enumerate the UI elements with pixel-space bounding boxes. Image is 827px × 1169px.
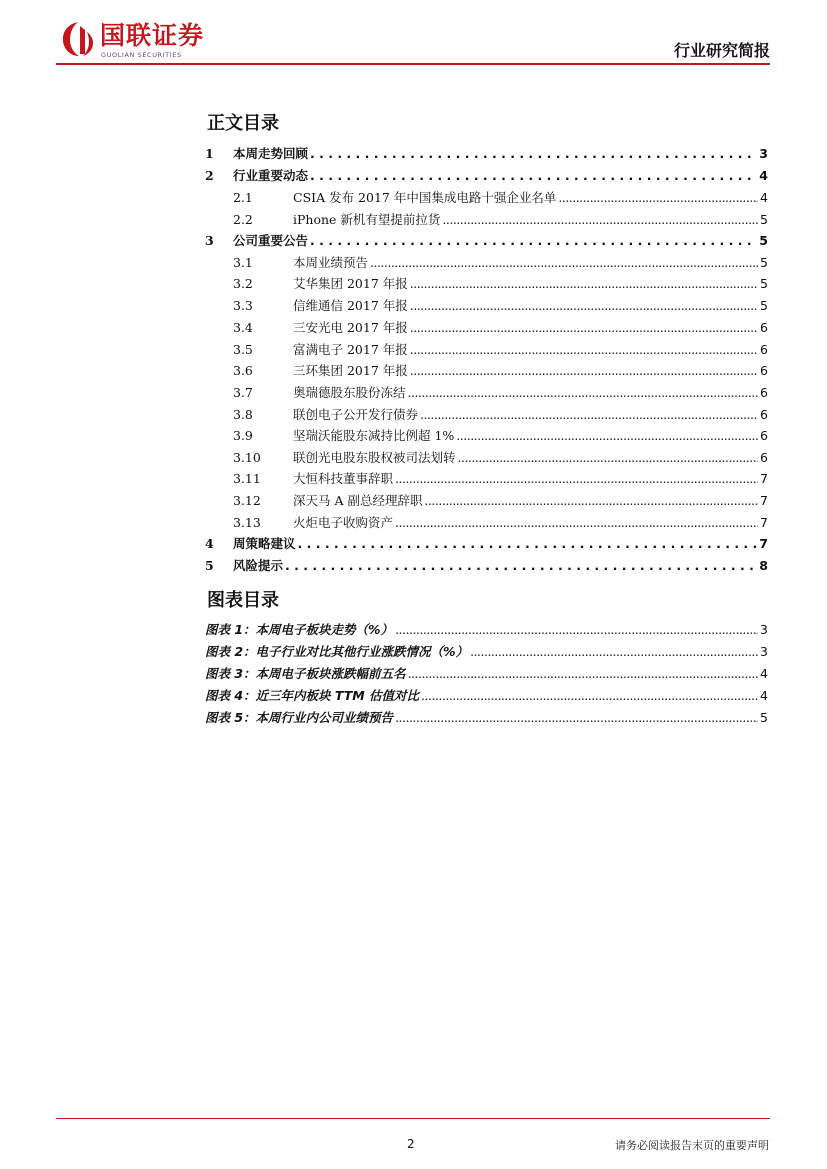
- toc-entry[interactable]: 3 公司重要公告 . . . 5: [205, 229, 768, 249]
- toc-entry[interactable]: 3.6 三环集团 2017 年报 ..... 6: [205, 359, 768, 379]
- toc-entry[interactable]: 3.7 奥瑞德股东股份冻结 ..... 6: [205, 381, 768, 401]
- toc-leader: [470, 644, 758, 660]
- toc-leader: [395, 471, 758, 487]
- toc-title: 正文目录: [207, 113, 279, 134]
- toc-leader: [285, 558, 757, 574]
- toc-leader: [410, 363, 758, 379]
- figure-entry[interactable]: 图表 2：电子行业对比其他行业涨跌情况（%） ..... 3: [205, 640, 768, 660]
- toc-leader: [410, 276, 758, 292]
- toc-entry[interactable]: 3.5 富满电子 2017 年报 ..... 6: [205, 338, 768, 358]
- figure-entry[interactable]: 图表 3：本周电子板块涨跌幅前五名 ..... 4: [205, 662, 768, 682]
- report-type-title: 行业研究简报: [673, 41, 770, 60]
- toc-leader: [395, 515, 758, 531]
- figure-list-title: 图表目录: [207, 590, 279, 611]
- toc-leader: [410, 320, 758, 336]
- header-divider: [56, 63, 770, 65]
- toc-entry[interactable]: 3.13 火炬电子收购资产 ..... 7: [205, 511, 768, 531]
- company-logo: [58, 16, 218, 62]
- toc-entry[interactable]: 2 行业重要动态 . . . 4: [205, 164, 768, 184]
- toc-entry[interactable]: 3.4 三安光电 2017 年报 ..... 6: [205, 316, 768, 336]
- toc-leader: [458, 450, 759, 466]
- toc-entry[interactable]: 3.3 信维通信 2017 年报 ..... 5: [205, 294, 768, 314]
- toc-entry[interactable]: 3.2 艾华集团 2017 年报 ..... 5: [205, 272, 768, 292]
- toc-entry[interactable]: 2.1 CSIA 发布 2017 年中国集成电路十强企业名单 ..... 4: [205, 186, 768, 206]
- toc-entry[interactable]: 3.1 本周业绩预告 ..... 5: [205, 251, 768, 271]
- toc-leader: [410, 298, 758, 314]
- figure-entry[interactable]: 图表 5：本周行业内公司业绩预告 ..... 5: [205, 706, 768, 726]
- footer-divider: [56, 1118, 770, 1119]
- toc-leader: [408, 666, 758, 682]
- toc-entry[interactable]: 3.10 联创光电股东股权被司法划转 ..... 6: [205, 446, 768, 466]
- toc-leader: [408, 385, 759, 401]
- toc-leader: [298, 536, 758, 552]
- toc-entry[interactable]: 3.8 联创电子公开发行债券 ..... 6: [205, 403, 768, 423]
- toc-leader: [395, 622, 758, 638]
- toc-entry[interactable]: 1 本周走势回顾 . . . 3: [205, 142, 768, 162]
- toc-entry[interactable]: 2.2 iPhone 新机有望提前拉货 ..... 5: [205, 208, 768, 228]
- toc-entry[interactable]: 4 周策略建议 . . . 7: [205, 532, 768, 552]
- page-header: [58, 16, 770, 64]
- toc-leader: [310, 168, 757, 184]
- toc-leader: [310, 233, 757, 249]
- disclaimer-note: 请务必阅读报告末页的重要声明: [615, 1139, 769, 1152]
- figure-entry[interactable]: 图表 4：近三年内板块 TTM 估值对比 ..... 4: [205, 684, 768, 704]
- toc-entry[interactable]: 3.11 大恒科技董事辞职 ..... 7: [205, 467, 768, 487]
- page-number: 2: [407, 1137, 415, 1151]
- toc-leader: [420, 407, 758, 423]
- toc-leader: [370, 255, 758, 271]
- figure-entry[interactable]: 图表 1：本周电子板块走势（%） ..... 3: [205, 618, 768, 638]
- toc-leader: [395, 710, 758, 726]
- logo-english-text: GUOLIAN SECURITIES: [101, 51, 182, 59]
- toc-leader: [442, 212, 758, 228]
- logo-chinese-text: 国联证券: [100, 21, 205, 50]
- toc-leader: [456, 428, 758, 444]
- toc-entry[interactable]: 5 风险提示 . . . 8: [205, 554, 768, 574]
- toc-leader: [410, 342, 758, 358]
- toc-leader: [558, 190, 758, 206]
- toc-leader: [421, 688, 758, 704]
- guolian-logo-icon: [60, 20, 96, 58]
- toc-entry[interactable]: 3.9 坚瑞沃能股东减持比例超 1% ..... 6: [205, 424, 768, 444]
- toc-leader: [424, 493, 758, 509]
- toc-leader: [310, 146, 757, 162]
- toc-entry[interactable]: 3.12 深天马 A 副总经理辞职 ..... 7: [205, 489, 768, 509]
